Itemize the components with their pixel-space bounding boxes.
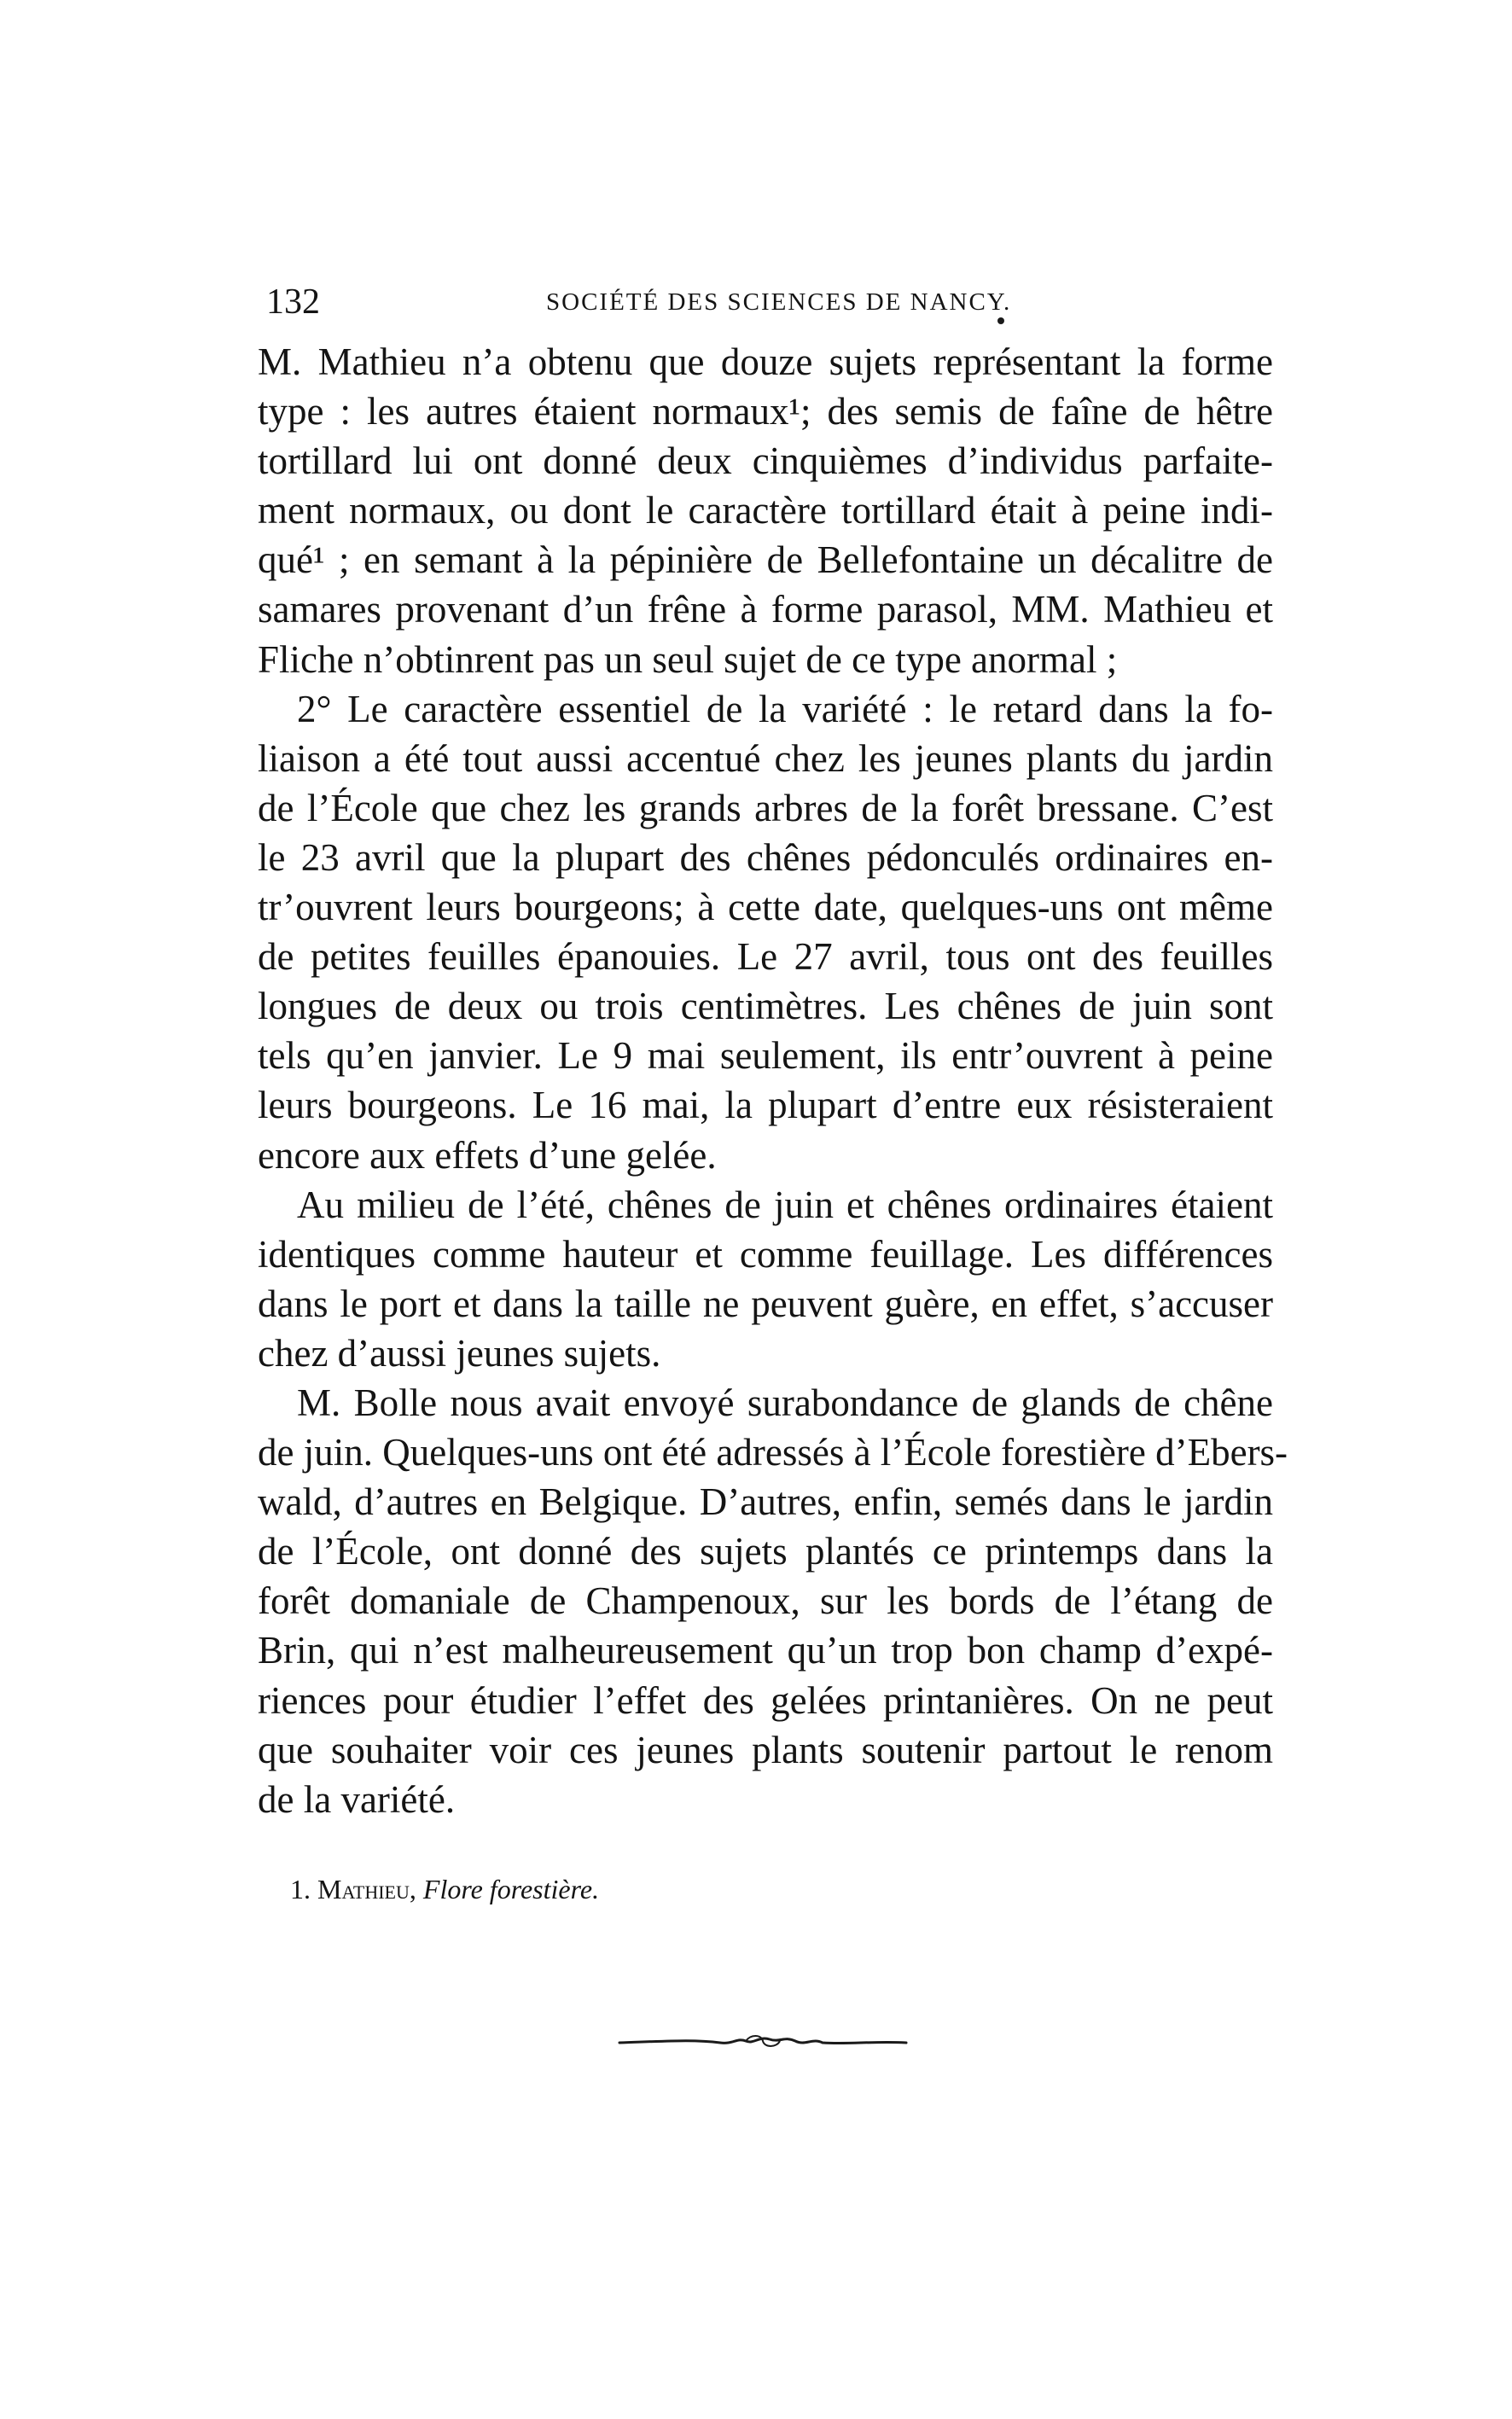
text-line: liaison a été tout aussi accentué chez les jeunes plants du jardin	[258, 736, 1273, 780]
text-line: de l’École, ont donné des sujets plantés ce printemps dans la	[258, 1530, 1273, 1573]
text-line: de petites feuilles épanouies. Le 27 avril, tous ont des feuilles	[258, 935, 1273, 979]
text-line: identiques comme hauteur et comme feuillage. Les différences	[258, 1232, 1273, 1276]
footnote	[290, 1874, 599, 1905]
text-line: Fliche n’obtinrent pas un seul sujet de ce type anormal ;	[258, 637, 1118, 681]
ink-dot	[997, 317, 1004, 324]
text-line: type : les autres étaient normaux¹; des semis de faîne de hêtre	[258, 390, 1273, 433]
text-line: encore aux effets d’une gelée.	[258, 1133, 717, 1177]
footnote-separator: ,	[409, 1874, 423, 1904]
text-line: tels qu’en janvier. Le 9 mai seulement, ils entr’ouvrent à peine	[258, 1034, 1273, 1078]
body-text	[258, 337, 1288, 1824]
text-line: leurs bourgeons. Le 16 mai, la plupart d’entre eux résisteraient	[258, 1084, 1273, 1127]
text-line: chez d’aussi jeunes sujets.	[258, 1331, 661, 1375]
text-line: tortillard lui ont donné deux cinquièmes d’individus parfaite-	[258, 439, 1273, 483]
text-line: de l’École que chez les grands arbres de la forêt bressane. C’est	[258, 786, 1273, 829]
text-line: longues de deux ou trois centimètres. Les chênes de juin sont	[258, 985, 1273, 1028]
text-line: de juin. Quelques-uns ont été adressés à l’École forestière d’Ebers-	[258, 1431, 1288, 1474]
text-line: tr’ouvrent leurs bourgeons; à cette date, quelques-uns ont même	[258, 886, 1273, 929]
text-line: 2° Le caractère essentiel de la variété : le retard dans la fo-	[297, 687, 1273, 730]
text-line: Brin, qui n’est malheureusement qu’un trop bon champ d’expé-	[258, 1629, 1273, 1672]
text-line: forêt domaniale de Champenoux, sur les bords de l’étang de	[258, 1579, 1273, 1623]
end-ornament	[618, 2029, 908, 2055]
text-line: le 23 avril que la plupart des chênes pédonculés ordinaires en-	[258, 835, 1273, 879]
text-line: M. Bolle nous avait envoyé surabondance de glands de chêne	[297, 1381, 1273, 1424]
page-header	[258, 275, 1282, 326]
text-line: Au milieu de l’été, chênes de juin et chênes ordinaires étaient	[297, 1183, 1273, 1226]
page-number: 132	[266, 282, 320, 322]
footnote-number: 1.	[290, 1874, 317, 1904]
text-line: dans le port et dans la taille ne peuvent guère, en effet, s’accuser	[258, 1282, 1273, 1325]
footnote-author: Mathieu	[317, 1874, 410, 1904]
running-head: SOCIÉTÉ DES SCIENCES DE NANCY.	[546, 288, 1012, 316]
footnote-title: Flore forestière.	[422, 1874, 600, 1904]
text-line: samares provenant d’un frêne à forme parasol, MM. Mathieu et	[258, 588, 1273, 631]
text-line: que souhaiter voir ces jeunes plants soutenir partout le renom	[258, 1728, 1273, 1771]
text-line: de la variété.	[258, 1777, 456, 1821]
text-line: wald, d’autres en Belgique. D’autres, enfin, semés dans le jardin	[258, 1480, 1273, 1524]
text-line: qué¹ ; en semant à la pépinière de Bellefontaine un décalitre de	[258, 538, 1273, 582]
text-line: ment normaux, ou dont le caractère tortillard était à peine indi-	[258, 489, 1273, 532]
text-line: riences pour étudier l’effet des gelées printanières. On ne peut	[258, 1678, 1273, 1722]
text-line: M. Mathieu n’a obtenu que douze sujets représentant la forme	[258, 340, 1273, 383]
